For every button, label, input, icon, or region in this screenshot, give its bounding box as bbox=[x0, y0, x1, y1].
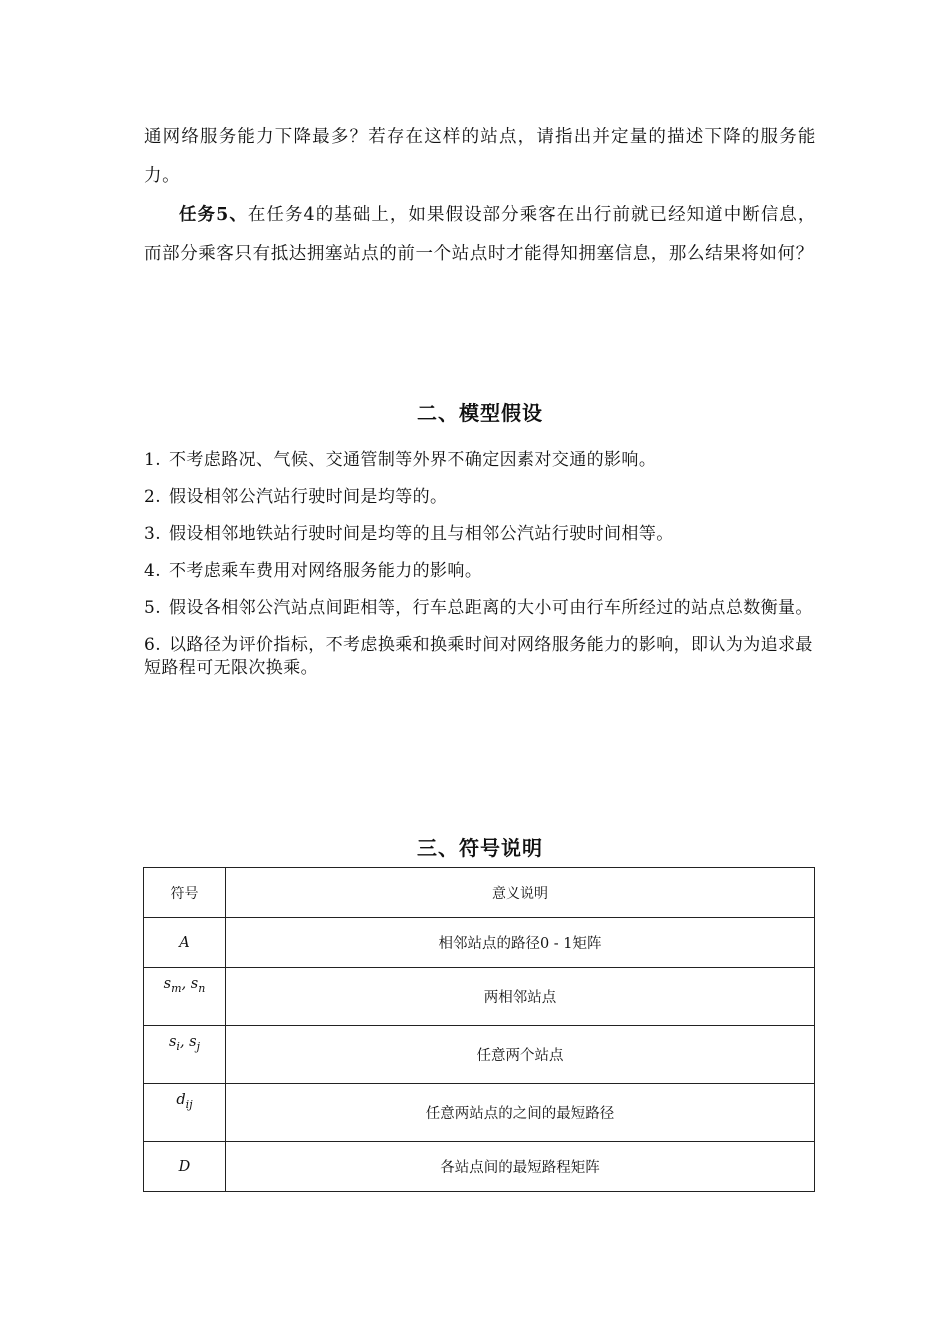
assumption-item bbox=[144, 597, 816, 620]
meaning-cell: 任意两个站点 bbox=[226, 1026, 815, 1084]
item-text: 不考虑乘车费用对网络服务能力的影响。 bbox=[169, 561, 483, 581]
symbol-table bbox=[143, 867, 815, 1192]
task5-text: 在任务4的基础上，如果假设部分乘客在出行前就已经知道中断信息，而部分乘客只有抵达拥塞站点的前一个站点时才能得知拥塞信息，那么结果将如何？ bbox=[144, 205, 817, 264]
meaning-cell: 两相邻站点 bbox=[226, 968, 815, 1026]
item-text: 假设各相邻公汽站点间距相等，行车总距离的大小可由行车所经过的站点总数衡量。 bbox=[169, 598, 813, 618]
section-title-assumptions: 二、模型假设 bbox=[417, 401, 543, 425]
symbol-cell bbox=[144, 1026, 226, 1084]
item-number: 1. bbox=[144, 450, 162, 470]
symbol-text: $s_i$, $s_j$ bbox=[168, 1034, 201, 1053]
assumption-item bbox=[144, 560, 816, 583]
symbol-cell bbox=[144, 918, 226, 968]
symbol-cell bbox=[144, 968, 226, 1026]
meaning-cell: 相邻站点的路径0 - 1矩阵 bbox=[226, 918, 815, 968]
header-symbol: 符号 bbox=[144, 868, 226, 918]
meaning-cell: 任意两站点的之间的最短路径 bbox=[226, 1084, 815, 1142]
header-meaning: 意义说明 bbox=[226, 868, 815, 918]
item-text: 假设相邻地铁站行驶时间是均等的且与相邻公汽站行驶时间相等。 bbox=[169, 524, 674, 544]
item-number: 6. bbox=[144, 635, 162, 655]
symbol-text: D bbox=[178, 1158, 191, 1175]
paragraph-text: 通网络服务能力下降最多？若存在这样的站点，请指出并定量的描述下降的服务能力。 bbox=[144, 127, 816, 186]
table-header-row bbox=[144, 868, 815, 918]
item-text: 假设相邻公汽站行驶时间是均等的。 bbox=[169, 487, 448, 507]
paragraph-task5 bbox=[144, 196, 816, 274]
meaning-cell: 各站点间的最短路程矩阵 bbox=[226, 1142, 815, 1192]
item-number: 2. bbox=[144, 487, 162, 507]
assumption-item bbox=[144, 449, 816, 472]
paragraph-continuation bbox=[144, 118, 816, 196]
assumption-item bbox=[144, 523, 816, 546]
assumption-item bbox=[144, 486, 816, 509]
assumption-item bbox=[144, 634, 816, 680]
task5-lead: 任务5、 bbox=[179, 205, 248, 225]
item-text: 以路径为评价指标，不考虑换乘和换乘时间对网络服务能力的影响，即认为为追求最短路程可无限次换乘。 bbox=[144, 635, 813, 678]
table-row bbox=[144, 968, 815, 1026]
table-row bbox=[144, 1142, 815, 1192]
table-row bbox=[144, 1084, 815, 1142]
item-text: 不考虑路况、气候、交通管制等外界不确定因素对交通的影响。 bbox=[169, 450, 657, 470]
section-title-symbols: 三、符号说明 bbox=[417, 836, 543, 860]
symbol-cell bbox=[144, 1142, 226, 1192]
symbol-text: $d_{ij}$ bbox=[176, 1092, 193, 1111]
assumption-list bbox=[144, 449, 816, 694]
symbol-text: A bbox=[179, 934, 190, 951]
item-number: 4. bbox=[144, 561, 162, 581]
symbol-cell bbox=[144, 1084, 226, 1142]
table-row bbox=[144, 918, 815, 968]
table-row bbox=[144, 1026, 815, 1084]
symbol-text: $s_m$, $s_n$ bbox=[163, 976, 206, 995]
item-number: 3. bbox=[144, 524, 162, 544]
item-number: 5. bbox=[144, 598, 162, 618]
